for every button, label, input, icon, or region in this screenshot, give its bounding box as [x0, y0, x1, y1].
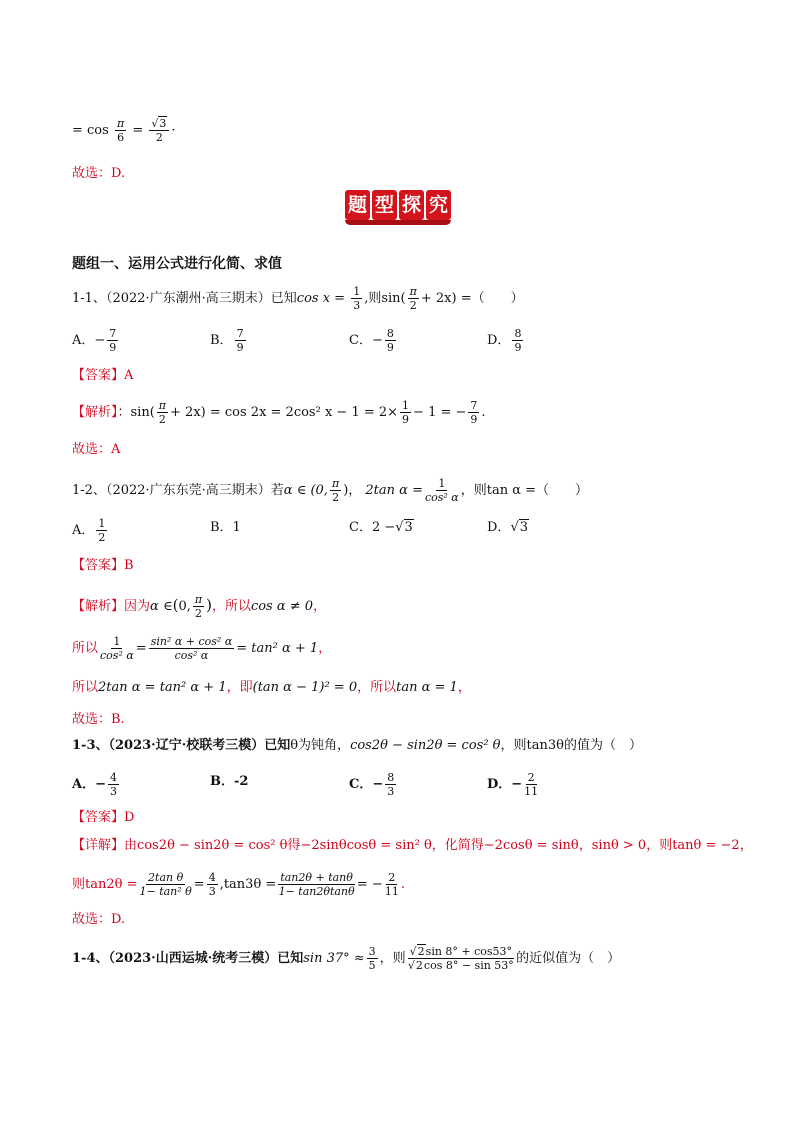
answer-line: 【答案】D [72, 810, 135, 825]
choice-line: 故选：D. [72, 912, 126, 927]
choice-line: 故选：B. [72, 712, 125, 727]
option-d[interactable]: D．√3 [487, 520, 529, 535]
question-1-3: 1-3、（2023·辽宁·校联考三模）已知θ为钝角，cos2θ − sin2θ = cos² θ，则tan3θ的值为（ ） [72, 738, 642, 753]
solution-line: 所以 $\frac{1}{\text{cos² α}}$ = $\frac{\text{sin² α + cos² α}}{\text{cos² α}}$ = tan² α + 1， [72, 635, 332, 662]
option-d[interactable]: D． $\frac{8}{9}$ [487, 327, 522, 354]
option-d[interactable]: D．− $\frac{2}{11}$ [487, 771, 539, 798]
section-banner: 题 型 探 究 [343, 190, 453, 228]
option-c[interactable]: C．− $\frac{8}{9}$ [349, 327, 394, 354]
option-b[interactable]: B．1 [210, 520, 241, 535]
detail-line: 【详解】由cos2θ − sin2θ = cos² θ得−2sinθcosθ = sin² θ，化简得−2cosθ = sinθ，sinθ > 0，则tanθ = −2， [72, 838, 753, 853]
solution-line: 【解析】因为α ∈(0, $\frac{\pi}{2}$ )，所以cos α ≠ 0， [72, 593, 327, 620]
option-a[interactable]: A．− $\frac{4}{3}$ [72, 771, 117, 798]
solution-line: 所以2tan α = tan² α + 1，即(tan α − 1)² = 0，所以tan α = 1， [72, 680, 471, 695]
answer-line: 【答案】B [72, 558, 134, 573]
option-c[interactable]: C．− $\frac{8}{3}$ [349, 771, 395, 798]
solution-line: 【解析】：sin( $\frac{\pi}{2}$ + 2x) = cos 2x = 2cos² x − 1 = 2× $\frac{1}{9}$ − 1 = − $\frac{7}{9}$ . [72, 399, 486, 426]
option-b[interactable]: B．-2 [210, 774, 249, 789]
formula-line: = cos $\frac{\pi}{6}$ = $\frac{√3}{2}$ · [72, 117, 176, 144]
choice-line: 故选：D. [72, 166, 126, 181]
answer-line: 【答案】A [72, 368, 134, 383]
option-a[interactable]: A．− $\frac{7}{9}$ [72, 327, 117, 354]
option-a[interactable]: A． $\frac{1}{2}$ [72, 517, 106, 544]
question-1-4: 1-4、（2023·山西运城·统考三模）已知sin 37° ≈ $\frac{3}{5}$ ，则 $\frac{√2\sin 8^\circ + \cos 53^\circ}{√2\cos 8^\circ - \sin 53^\circ}$ 的近似值为（ ） [72, 945, 621, 972]
choice-line: 故选：A [72, 442, 121, 457]
option-b[interactable]: B． $\frac{7}{9}$ [210, 327, 244, 354]
question-1-2: 1-2、（2022·广东东莞·高三期末）若α ∈ (0, $\frac{\pi}{2}$ )， 2tan α = $\frac{1}{\text{cos² α}}$ ，则tan α =（ ） [72, 477, 589, 504]
section-title: 题组一、运用公式进行化简、求值 [72, 256, 282, 272]
detail-line: 则tan2θ = $\frac{\text{2tan θ}}{\text{1− tan² θ}}$ = $\frac{4}{3}$ ,tan3θ = $\frac{\tan 2\theta + \tan\theta}{1- \tan 2\theta\tan\theta}$ = − $\frac{2}{11}$ . [72, 871, 405, 898]
option-c[interactable]: C．2 −√3 [349, 520, 413, 535]
question-1-1: 1-1、（2022·广东潮州·高三期末）已知cos x = $\frac{1}{3}$ ,则sin( $\frac{\pi}{2}$ + 2x) =（ ） [72, 285, 524, 312]
